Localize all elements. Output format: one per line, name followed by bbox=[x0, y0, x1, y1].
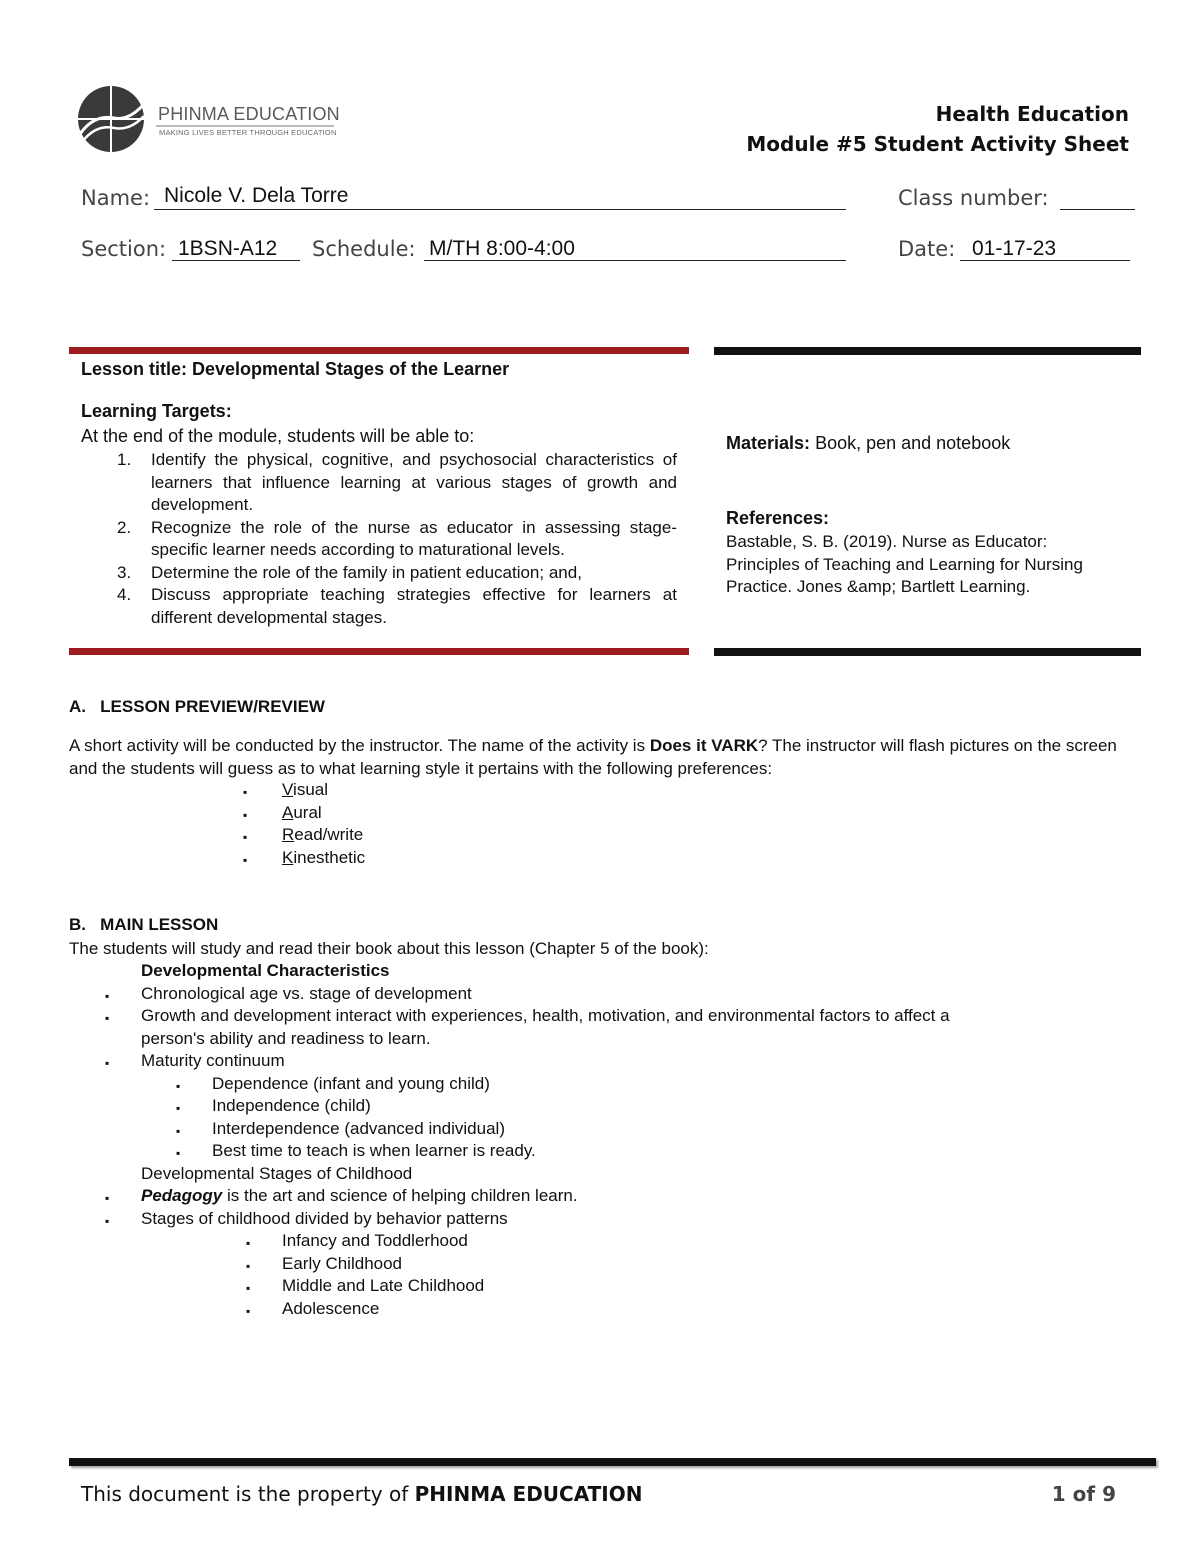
section-value[interactable]: 1BSN-A12 bbox=[178, 237, 278, 260]
list-item: ▪ Independence (child) bbox=[176, 1096, 371, 1115]
section-underline bbox=[172, 260, 300, 261]
section-a-heading: A. LESSON PREVIEW/REVIEW bbox=[69, 697, 325, 716]
list-item: ▪ Pedagogy is the art and science of helping children learn. bbox=[105, 1186, 578, 1205]
vark-list bbox=[243, 779, 543, 869]
list-item: 4. Discuss appropriate teaching strategies effective for learners at different developmental stages. bbox=[117, 585, 677, 627]
logo-name: PHINMA EDUCATION bbox=[158, 104, 340, 124]
main-lesson-outline bbox=[69, 960, 1149, 1320]
name-underline bbox=[154, 209, 846, 210]
date-label: Date: bbox=[898, 237, 956, 261]
list-item: ▪ Middle and Late Childhood bbox=[246, 1276, 485, 1295]
date-value[interactable]: 01-17-23 bbox=[972, 237, 1057, 260]
materials-value: Book, pen and notebook bbox=[815, 433, 1011, 453]
materials bbox=[726, 433, 1010, 454]
logo-tagline: MAKING LIVES BETTER THROUGH EDUCATION bbox=[159, 128, 337, 137]
footer-property-text: This document is the property of PHINMA EDUCATION bbox=[81, 1482, 643, 1506]
section-b-heading: B. MAIN LESSON bbox=[69, 915, 219, 934]
list-item: ▪ Early Childhood bbox=[246, 1253, 403, 1273]
list-item: 1. Identify the physical, cognitive, and psychosocial characteristics of learners that influence learning at various stages of growth and development. bbox=[117, 450, 677, 514]
schedule-label: Schedule: bbox=[312, 237, 416, 261]
side-box-bottom-rule bbox=[714, 648, 1141, 656]
side-box-top-rule bbox=[714, 347, 1141, 355]
list-item: ▪ Kinesthetic bbox=[243, 847, 366, 867]
references-text: Bastable, S. B. (2019). Nurse as Educator: Principles of Teaching and Learning for Nursing Practice. Jones &amp; Bartlett Learning. bbox=[726, 532, 1083, 596]
page-number: 1 of 9 bbox=[1051, 1482, 1116, 1506]
list-item: 3. Determine the role of the family in patient education; and, bbox=[117, 562, 582, 582]
footer-rule bbox=[69, 1458, 1156, 1466]
list-item: ▪ Read/write bbox=[243, 825, 364, 844]
subheading: Developmental Characteristics bbox=[141, 961, 390, 980]
section-b-intro: The students will study and read their book about this lesson (Chapter 5 of the book): bbox=[69, 939, 709, 958]
list-item: ▪ Interdependence (advanced individual) bbox=[176, 1118, 505, 1138]
references-label: References: bbox=[726, 508, 830, 528]
sheet-title: Module #5 Student Activity Sheet bbox=[746, 132, 1129, 156]
name-value[interactable]: Nicole V. Dela Torre bbox=[164, 184, 349, 207]
list-item: ▪ Stages of childhood divided by behavior patterns bbox=[105, 1208, 508, 1228]
learning-targets-intro: At the end of the module, students will be able to: bbox=[81, 426, 475, 446]
class-number-label: Class number: bbox=[898, 186, 1049, 210]
section-a-paragraph: A short activity will be conducted by the instructor. The name of the activity is Does it VARK? The instructor will flash pictures on the screen and the students will guess as to what learning style it pertains with the following preferences: bbox=[69, 736, 1117, 778]
class-number-field[interactable] bbox=[1060, 209, 1135, 210]
subheading: Developmental Stages of Childhood bbox=[141, 1163, 413, 1183]
list-item: ▪ Maturity continuum bbox=[105, 1051, 285, 1070]
learning-targets-list bbox=[69, 449, 677, 629]
list-item: ▪ Infancy and Toddlerhood bbox=[246, 1231, 468, 1250]
list-item: ▪ Growth and development interact with experiences, health, motivation, and environmental factors to affect a person's ability and readiness to learn. bbox=[105, 1006, 950, 1048]
lesson-box-bottom-rule bbox=[69, 648, 689, 655]
list-item: ▪ Dependence (infant and young child) bbox=[176, 1073, 490, 1093]
materials-label: Materials: bbox=[726, 433, 811, 453]
lesson-title: Lesson title: Developmental Stages of the Learner bbox=[81, 359, 510, 379]
list-item: ▪ Best time to teach is when learner is ready. bbox=[176, 1141, 536, 1160]
schedule-underline bbox=[424, 260, 846, 261]
list-item: ▪ Visual bbox=[243, 780, 329, 799]
list-item: ▪ Adolescence bbox=[246, 1298, 380, 1318]
list-item: ▪ Aural bbox=[243, 802, 322, 822]
lesson-box-top-rule bbox=[69, 347, 689, 354]
course-title: Health Education bbox=[935, 102, 1129, 126]
date-underline bbox=[960, 260, 1130, 261]
name-label: Name: bbox=[81, 186, 151, 210]
list-item: ▪ Chronological age vs. stage of development bbox=[105, 983, 472, 1003]
list-item: 2. Recognize the role of the nurse as educator in assessing stage-specific learner needs according to maturational levels. bbox=[117, 517, 677, 559]
learning-targets-heading: Learning Targets: bbox=[81, 401, 232, 421]
section-label: Section: bbox=[81, 237, 167, 261]
schedule-value[interactable]: M/TH 8:00-4:00 bbox=[429, 237, 575, 260]
